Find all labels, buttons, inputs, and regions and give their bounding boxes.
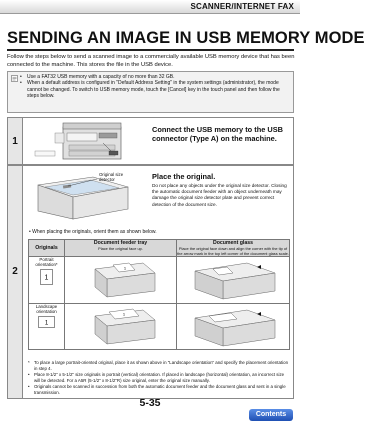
portrait-page-icon bbox=[40, 269, 53, 285]
glass-landscape-illustration bbox=[177, 304, 287, 348]
step-1-body bbox=[23, 117, 294, 165]
contents-button[interactable]: Contents bbox=[249, 409, 293, 421]
landscape-glass-cell bbox=[177, 304, 290, 350]
landscape-page-icon bbox=[38, 316, 55, 328]
step-1-heading: Connect the USB memory to the USB connector (Type A) on the machine. bbox=[152, 125, 283, 143]
svg-text:1: 1 bbox=[122, 311, 126, 317]
svg-text:1: 1 bbox=[44, 320, 49, 327]
note-item: • Use a FAT32 USB memory with a capacity of no more than 32 GB. bbox=[20, 74, 290, 80]
bullet-icon: • bbox=[29, 229, 33, 235]
glass-portrait-illustration bbox=[177, 257, 287, 302]
original-size-detector-callout: Original size detector bbox=[99, 172, 124, 183]
step-2-number: 2 bbox=[12, 266, 18, 277]
step-1-number-column bbox=[7, 117, 23, 165]
portrait-feeder-cell bbox=[65, 257, 177, 304]
footnotes bbox=[28, 360, 290, 395]
step-2-number-column bbox=[7, 165, 23, 399]
step-1-number: 1 bbox=[12, 136, 18, 147]
footnote: * To place a large portrait-oriented original, place it as shown above in "Landscape orientation" and specify the placement orientation in step 4. bbox=[28, 360, 289, 371]
section-title: SCANNER/INTERNET FAX bbox=[190, 2, 294, 11]
col-document-glass: Document glass Place the original face down and align the corner with the tip of the arrow mark in the top left corner of the document glass scale. bbox=[177, 240, 289, 256]
page-title: SENDING AN IMAGE IN USB MEMORY MODE bbox=[7, 29, 365, 47]
footnote: • Place 8-1/2" x 5-1/2" size originals in portrait (vertical) orientation. If placed in landscape (horizontal) orientation, an incorrect size will be detected. For a A5R (5-1/2" x 8-1/2"R) size original, enter the original size manually. bbox=[28, 372, 285, 383]
landscape-feeder-cell bbox=[65, 304, 177, 350]
row-landscape: Landscape orientation 1 bbox=[29, 304, 65, 350]
machine-usb-illustration bbox=[33, 121, 143, 163]
feeder-portrait-illustration bbox=[65, 257, 175, 302]
svg-text:1: 1 bbox=[123, 265, 127, 271]
step-2-heading: Place the original. bbox=[152, 172, 216, 181]
col-document-feeder: Document feeder tray Place the original face up. bbox=[65, 240, 177, 257]
step-2-text: Do not place any objects under the original size detector. Closing the automatic document feeder with an object underneath may damage the original size detector plate and prevent correct detection of the document size. bbox=[152, 183, 287, 207]
orientation-bullet-text: When placing the originals, orient them as shown below. bbox=[32, 229, 157, 235]
footnote: • Originals cannot be scanned in succession from both the automatic document feeder and the document glass and sent in a single transmission. bbox=[28, 384, 286, 395]
note-icon bbox=[11, 75, 18, 82]
title-divider bbox=[7, 49, 294, 51]
header-bar bbox=[0, 0, 300, 14]
note-item: • When a default address is configured in "Default Address Setting" in the system settings (administrator), the mode cannot be changed. To switch to USB memory mode, touch the [Cancel] key in the touch panel and then follow the steps below. bbox=[20, 80, 290, 99]
svg-text:1: 1 bbox=[44, 274, 49, 282]
feeder-landscape-illustration bbox=[65, 304, 175, 348]
page-number: 5-35 bbox=[139, 397, 161, 409]
note-box bbox=[7, 71, 294, 113]
orientation-bullet bbox=[29, 229, 157, 235]
col-originals: Originals bbox=[29, 240, 65, 257]
orientation-table bbox=[28, 239, 290, 350]
row-portrait: Portrait orientation* 1 bbox=[29, 257, 65, 304]
intro-text: Follow the steps below to send a scanned image to a commercially available USB memory device that has been connected to the machine. This stores the file in the USB device. bbox=[7, 54, 295, 68]
portrait-glass-cell bbox=[177, 257, 290, 304]
